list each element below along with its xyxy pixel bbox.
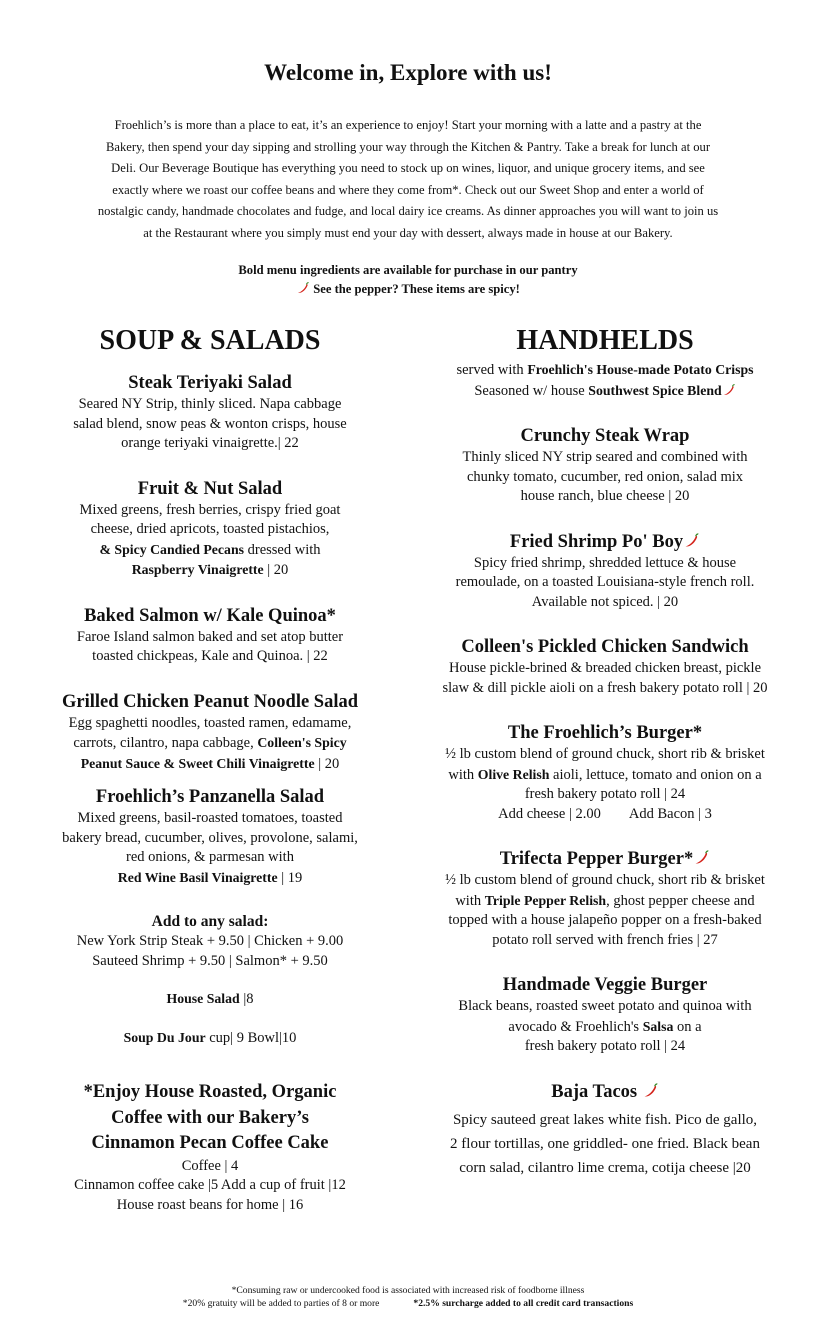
item-name: Handmade Veggie Burger — [502, 975, 708, 995]
intro-line: nostalgic candy, handmade chocolates and fudge, and local dairy ice creams. As dinner approaches you will want to join us — [97, 204, 719, 218]
item-desc-line: Spicy sauteed great lakes white fish. Pico de gallo, — [452, 1111, 758, 1128]
item-desc-line: topped with a house jalapeño popper on a fresh-baked — [448, 912, 762, 928]
item-desc-line: chunky tomato, cucumber, red onion, salad mix — [466, 468, 744, 485]
coffee-title-line: *Enjoy House Roasted, Organic — [83, 1082, 337, 1102]
gratuity-note: *20% gratuity will be added to parties of 8 or more — [182, 1298, 380, 1309]
item-name: Fruit & Nut Salad — [137, 478, 283, 499]
item-desc-line: ½ lb custom blend of ground chuck, short rib & brisket — [445, 746, 765, 762]
menu-item-veggie-burger — [412, 973, 798, 1057]
intro-line: exactly where we roast our coffee beans and where they come from*. Check out our Sweet Shop and enter a world of — [112, 182, 704, 197]
item-price: cup| 9 Bowl|10 — [205, 1029, 297, 1046]
item-desc-line: fresh bakery potato roll | 24 — [524, 786, 686, 802]
item-desc-line: corn salad, cilantro lime crema, cotija cheese |20 — [459, 1159, 751, 1176]
chili-pepper-icon — [642, 1082, 659, 1099]
item-desc-line: Faroe Island salmon baked and set atop butter — [76, 628, 344, 645]
item-desc-line — [38, 540, 382, 561]
item-desc-line — [38, 733, 382, 754]
item-name: House Salad — [166, 991, 240, 1006]
item-desc-line: salad blend, snow peas & wonton crisps, house — [73, 415, 347, 432]
addons-line: Sauteed Shrimp + 9.50 | Salmon* + 9.50 — [92, 952, 328, 969]
item-desc-text: on a — [673, 1018, 702, 1035]
pantry-ingredient: Olive Relish — [477, 766, 550, 782]
item-desc-line: House pickle-brined & breaded chicken breast, pickle — [448, 660, 762, 676]
chili-pepper-icon — [683, 532, 700, 549]
item-desc-text: avocado & Froehlich's — [508, 1018, 643, 1035]
item-desc-line: remoulade, on a toasted Louisiana-style french roll. — [455, 574, 755, 590]
item-desc-text: with — [455, 892, 485, 909]
item-addons-line — [412, 805, 798, 825]
menu-item-house-salad — [38, 989, 382, 1010]
chili-pepper-icon — [722, 383, 736, 397]
item-name: The Froehlich’s Burger* — [507, 723, 703, 743]
item-price: | 20 — [263, 562, 289, 578]
item-desc-line: fresh bakery potato roll | 24 — [524, 1038, 686, 1054]
menu-item-steak-wrap — [412, 424, 798, 507]
footer-notes — [0, 1284, 816, 1310]
coffee-line: Coffee | 4 — [181, 1157, 239, 1174]
item-name-text: Baja Tacos — [551, 1081, 638, 1102]
item-name: Grilled Chicken Peanut Noodle Salad — [61, 691, 359, 712]
item-desc-line: slaw & dill pickle aioli on a fresh bakery potato roll | 20 — [442, 679, 768, 696]
surcharge-note: *2.5% surcharge added to all credit card transactions — [413, 1298, 634, 1309]
pantry-ingredient: Red Wine Basil Vinaigrette — [117, 869, 278, 885]
handhelds-subtitle — [412, 381, 798, 402]
pantry-ingredient: Salsa — [642, 1018, 674, 1034]
menu-item-baked-salmon — [38, 604, 382, 667]
item-desc-line: red onions, & parmesan with — [126, 849, 294, 865]
item-name-text: Fried Shrimp Po' Boy — [509, 531, 684, 552]
item-price: | 19 — [277, 869, 303, 886]
coffee-title-line: Coffee with our Bakery’s — [111, 1107, 309, 1128]
handhelds-column — [412, 322, 798, 1180]
menu-item-shrimp-poboy — [412, 530, 798, 613]
item-name: Baked Salmon w/ Kale Quinoa* — [84, 605, 336, 626]
item-desc-text: , ghost pepper cheese and — [606, 892, 755, 909]
addons-line: New York Strip Steak + 9.50 | Chicken + 9.00 — [76, 933, 344, 949]
item-desc-line: Spicy fried shrimp, shredded lettuce & house — [473, 554, 737, 571]
chili-pepper-icon — [296, 281, 310, 295]
intro-line: Froehlich’s is more than a place to eat, it’s an experience to enjoy! Start your morning with a latte and a pastry at the — [114, 118, 702, 132]
salad-addons — [38, 911, 382, 971]
item-desc-line — [38, 560, 382, 581]
menu-item-soup — [38, 1028, 382, 1049]
item-name — [412, 1080, 798, 1104]
footer-line: *Consuming raw or undercooked food is associated with increased risk of foodborne illness — [231, 1285, 585, 1296]
handhelds-title: HANDHELDS — [516, 325, 694, 356]
intro-line: Bakery, then spend your day sipping and strolling your way through the Kitchen & Pantry. Take a break for lunch at our — [105, 139, 711, 154]
footer-line — [0, 1297, 816, 1310]
coffee-section — [38, 1080, 382, 1215]
coffee-line: House roast beans for home | 16 — [116, 1196, 304, 1213]
item-desc-text: aioli, lettuce, tomato and onion on a — [549, 766, 762, 783]
item-desc-line: Seared NY Strip, thinly sliced. Napa cabbage — [78, 396, 342, 412]
spicy-note — [0, 280, 816, 299]
item-desc-line — [412, 765, 798, 786]
item-desc-line: Mixed greens, basil-roasted tomatoes, toasted — [77, 810, 343, 826]
soup-salads-column — [38, 322, 382, 1215]
item-desc-line: toasted chickpeas, Kale and Quinoa. | 22 — [92, 648, 328, 664]
pantry-ingredient: Raspberry Vinaigrette — [131, 562, 264, 577]
item-desc-line: ½ lb custom blend of ground chuck, short rib & brisket — [445, 872, 765, 888]
item-desc-line — [38, 868, 382, 889]
pantry-ingredient: Peanut Sauce & Sweet Chili Vinaigrette — [80, 755, 315, 771]
item-name — [412, 530, 798, 554]
soup-salads-title: SOUP & SALADS — [99, 325, 321, 356]
subtitle-text: Seasoned w/ house — [474, 382, 589, 399]
menu-item-pickled-chicken — [412, 635, 798, 698]
intro-paragraph — [38, 115, 778, 244]
item-desc-line — [38, 754, 382, 775]
menu-item-fruit-nut — [38, 477, 382, 581]
spicy-note-text: See the pepper? These items are spicy! — [313, 282, 520, 296]
addon-bacon: Add Bacon | 3 — [628, 805, 712, 822]
menu-item-steak-teriyaki — [38, 371, 382, 454]
coffee-line: Cinnamon coffee cake |5 Add a cup of fruit |12 — [74, 1177, 346, 1193]
item-desc-line: Black beans, roasted sweet potato and quinoa with — [458, 998, 752, 1014]
pantry-ingredient: Froehlich's House-made Potato Crisps — [527, 362, 754, 377]
intro-line: at the Restaurant where you simply must end your day with dessert, always made in house at our Bakery. — [143, 225, 673, 240]
item-desc-line: 2 flour tortillas, one griddled- one fried. Black bean — [450, 1135, 760, 1152]
item-desc-line — [412, 1017, 798, 1038]
item-name: Soup Du Jour — [123, 1029, 206, 1045]
item-desc-line: cheese, dried apricots, toasted pistachios, — [90, 521, 330, 537]
pantry-ingredient: Colleen's Spicy — [257, 735, 347, 750]
item-desc-text: carrots, cilantro, napa cabbage, — [73, 735, 258, 751]
item-name: Colleen's Pickled Chicken Sandwich — [461, 637, 749, 657]
item-desc-line: Egg spaghetti noodles, toasted ramen, edamame, — [68, 714, 352, 731]
intro-line: Deli. Our Beverage Boutique has everything you need to stock up on wines, liquor, and unique grocery items, and see — [111, 161, 705, 175]
coffee-title-line: Cinnamon Pecan Coffee Cake — [91, 1133, 329, 1153]
menu-item-peanut-noodle — [38, 690, 382, 775]
item-desc-line: house ranch, blue cheese | 20 — [520, 488, 690, 504]
item-price: |8 — [239, 991, 254, 1007]
chili-pepper-icon — [693, 849, 710, 866]
item-desc-line: bakery bread, cucumber, olives, provolone, salami, — [62, 829, 358, 846]
handhelds-subtitle — [412, 360, 798, 381]
item-name: Froehlich’s Panzanella Salad — [95, 787, 325, 807]
item-name — [412, 847, 798, 871]
item-desc-line: orange teriyaki vinaigrette.| 22 — [121, 435, 299, 451]
addons-title: Add to any salad: — [151, 913, 269, 930]
menu-item-panzanella — [38, 785, 382, 888]
pantry-ingredient: & Spicy Candied Pecans — [99, 541, 244, 557]
item-desc-line — [412, 891, 798, 912]
pantry-ingredient: Southwest Spice Blend — [588, 382, 722, 398]
item-desc-line: Available not spiced. | 20 — [531, 593, 679, 610]
pantry-ingredient: Triple Pepper Relish — [484, 892, 607, 908]
item-desc-text: with — [448, 766, 478, 783]
item-name: Crunchy Steak Wrap — [520, 426, 690, 446]
legend-note — [0, 261, 816, 299]
menu-item-trifecta-burger — [412, 847, 798, 950]
item-desc-line: potato roll served with french fries | 27 — [492, 931, 718, 948]
item-desc-text: dressed with — [243, 541, 321, 558]
item-desc-line: Mixed greens, fresh berries, crispy fried goat — [79, 501, 341, 518]
page-title: Welcome in, Explore with us! — [264, 60, 552, 85]
item-price: | 20 — [314, 755, 340, 772]
item-name-text: Trifecta Pepper Burger* — [499, 849, 694, 869]
addon-cheese: Add cheese | 2.00 — [498, 805, 601, 822]
item-name: Steak Teriyaki Salad — [128, 373, 292, 393]
item-desc-line: Thinly sliced NY strip seared and combined with — [462, 449, 748, 465]
menu-item-froehlichs-burger — [412, 721, 798, 824]
pantry-note: Bold menu ingredients are available for purchase in our pantry — [238, 263, 578, 277]
menu-item-baja-tacos — [412, 1080, 798, 1180]
subtitle-text: served with — [456, 362, 528, 378]
